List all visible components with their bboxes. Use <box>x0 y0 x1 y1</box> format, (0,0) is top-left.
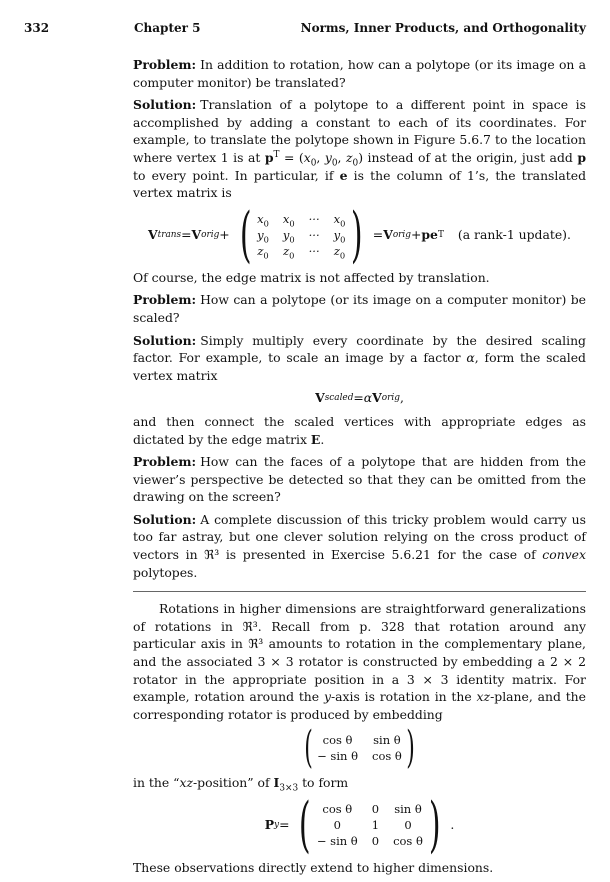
solution-label: Solution: <box>133 511 197 527</box>
xz-position-text: in the “xz-position” of $I_{3\times 3}$ to form <box>133 775 349 794</box>
edge-matrix-note: Of course, the edge matrix is not affected by translation. <box>133 269 490 285</box>
problem-translation: Problem: In addition to rotation, how can a polytope (or its image on a computer monitor) be translated? <box>133 57 586 90</box>
page-body <box>133 56 586 882</box>
rotator-py-equation: P y = ( cos θ 0 sin θ 0 1 0 − sin θ 0 cos θ ) . <box>264 790 455 860</box>
chapter-label: Chapter 5 <box>134 21 201 35</box>
section-divider <box>133 591 586 592</box>
page-number: 332 <box>24 21 50 35</box>
rank-1-note: (a rank-1 update). <box>457 226 571 242</box>
higher-dimensions-paragraph: Rotations in higher dimensions are straightforward generalizations of rotations in ℜ³. Recall from p. 328 that rotation around any particular axis in ℜ³ amounts to rotation in the complementary plane, and the associated 3 × 3 rotator is constructed by embedding a 2 × 2 rotator in the appropriate position in a 3 × 3 identity matrix. For example, rotation around the y-axis is rotation in the xz-plane, and the corresponding rotator is produced by embedding <box>133 601 587 722</box>
translation-equation: V trans = V orig + ( $x_0$ $x_0$ ··· $x_0$ $y_0$ $y_0$ ··· $y_0$ $z_0$ $z_0$ ··· $z_0$ ) = V orig + pe T (a rank-1 update). <box>148 199 571 270</box>
problem-label: Problem: <box>133 292 197 308</box>
problem-scaling: Problem: How can a polytope (or its image on a computer monitor) be scaled? <box>133 292 586 325</box>
scaled-vertices-text: and then connect the scaled vertices with appropriate edges as dictated by the edge matrix E. <box>133 413 586 447</box>
problem-label: Problem: <box>133 57 197 72</box>
translation-matrix: ( $x_0$ $x_0$ ··· $x_0$ $y_0$ $y_0$ ··· $y_0$ $z_0$ $z_0$ ··· $z_0$ ) <box>239 199 363 270</box>
section-title: Norms, Inner Products, and Orthogonality <box>300 21 586 35</box>
problem-label: Problem: <box>133 454 197 470</box>
solution-hidden-faces: Solution: A complete discussion of this tricky problem would carry us too far astray, but one clever solution relying on the cross product of vectors in ℜ³ is presented in Exercise 5.6.21 for the case of convex polytopes. <box>133 511 586 580</box>
solution-scaling: Solution: Simply multiply every coordinate by the desired scaling factor. For example, to scale an image by a factor α, form the scaled vertex matrix <box>133 332 586 383</box>
rotator-2x2: ( cos θ sin θ − sin θ cos θ ) <box>304 722 415 774</box>
solution-translation: Solution: Translation of a polytope to a different point in space is accomplished by adding a constant to each of its coordinates. For example, to translate the polytope shown in Figure 5.6.7 to the location where vertex 1 is at $p^T = (x_0$, $y_0$, $z_0$) instead of at the origin, just add p to every point. In particular, if e is the column of 1’s, the translated vertex matrix is <box>133 97 586 201</box>
running-header <box>0 21 610 39</box>
scaling-equation: V scaled = α V orig , <box>315 390 404 406</box>
problem-hidden-faces: Problem: How can the faces of a polytope that are hidden from the viewer’s perspective be detected so that they can be omitted from the drawing on the screen? <box>133 454 586 505</box>
solution-label: Solution: <box>133 97 197 113</box>
closing-sentence: These observations directly extend to higher dimensions. <box>133 860 494 875</box>
solution-label: Solution: <box>133 332 197 348</box>
